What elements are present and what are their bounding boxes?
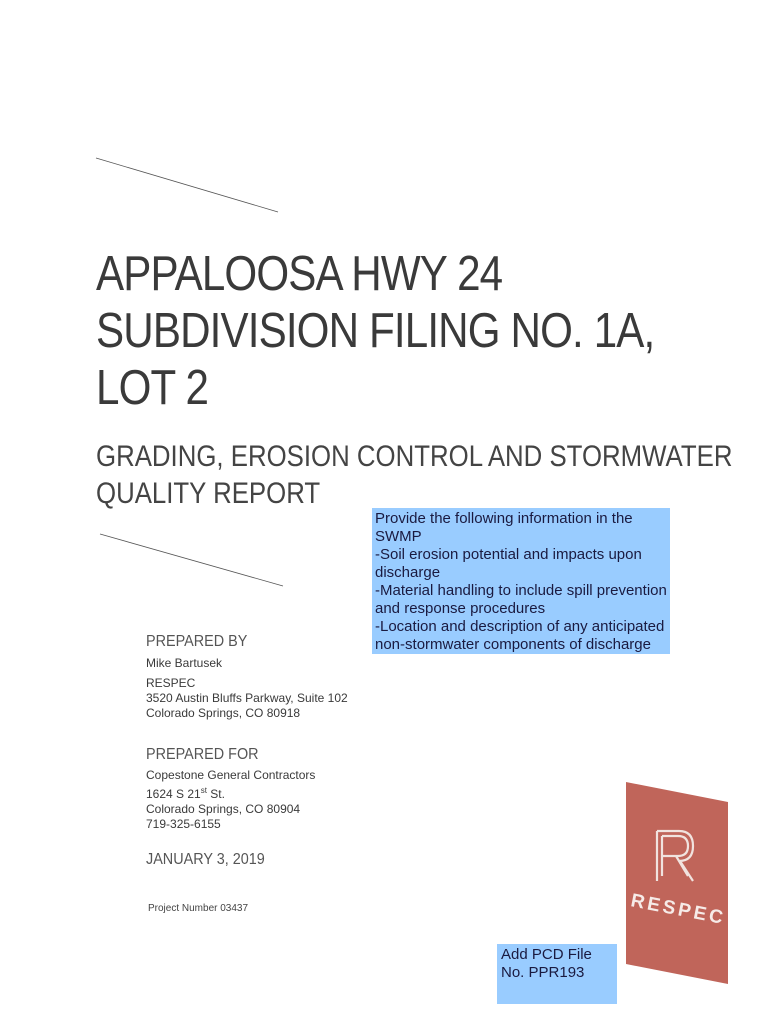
report-date: JANUARY 3, 2019 <box>146 851 265 868</box>
comment-line: Provide the following information in the <box>375 510 633 527</box>
prepared-for-label: PREPARED FOR <box>146 746 259 763</box>
subtitle-line-2: QUALITY REPORT <box>96 477 321 510</box>
prepared-for-company: Copestone General Contractors <box>146 768 316 782</box>
prepared-by-details <box>146 676 348 721</box>
title-line-3: LOT 2 <box>96 361 209 415</box>
review-comment-annotation[interactable] <box>372 508 670 654</box>
logo-wordmark: RESPEC <box>629 890 728 930</box>
pcd-file-annotation[interactable] <box>497 944 617 1004</box>
prepared-by-name: Mike Bartusek <box>146 656 223 670</box>
prepared-for-phone: 719-325-6155 <box>146 817 221 831</box>
prepared-by-company: RESPEC <box>146 676 196 690</box>
report-title <box>96 246 654 417</box>
title-line-2: SUBDIVISION FILING NO. 1A, <box>96 304 655 358</box>
pcd-line-1: Add PCD File <box>501 946 592 963</box>
comment-line: discharge <box>375 564 441 581</box>
prepared-for-street <box>146 783 315 802</box>
prepared-for-details <box>146 768 315 832</box>
respec-logo <box>622 778 732 988</box>
street-suffix: St. <box>206 787 225 801</box>
pcd-line-2: No. PPR193 <box>501 964 585 981</box>
report-subtitle <box>96 438 732 512</box>
comment-line: non-stormwater components of discharge <box>375 636 651 653</box>
middle-decorative-line <box>100 534 283 586</box>
comment-line: SWMP <box>375 528 422 545</box>
comment-line: -Material handling to include spill prevention <box>375 582 667 599</box>
title-line-1: APPALOOSA HWY 24 <box>96 247 503 301</box>
logo-banner-shape <box>626 782 728 984</box>
prepared-for-city: Colorado Springs, CO 80904 <box>146 802 301 816</box>
comment-line: and response procedures <box>375 600 546 617</box>
project-number: Project Number 03437 <box>148 903 249 914</box>
subtitle-line-1: GRADING, EROSION CONTROL AND STORMWATER <box>96 440 733 473</box>
street-number: 1624 S 21 <box>146 787 201 801</box>
prepared-by-address-1: 3520 Austin Bluffs Parkway, Suite 102 <box>146 691 348 705</box>
top-decorative-line <box>96 158 278 212</box>
prepared-by-address-2: Colorado Springs, CO 80918 <box>146 706 301 720</box>
street-ordinal: st <box>200 786 207 795</box>
prepared-by-label: PREPARED BY <box>146 633 248 650</box>
comment-line: -Soil erosion potential and impacts upon <box>375 546 642 563</box>
comment-line: -Location and description of any anticipated <box>375 618 665 635</box>
